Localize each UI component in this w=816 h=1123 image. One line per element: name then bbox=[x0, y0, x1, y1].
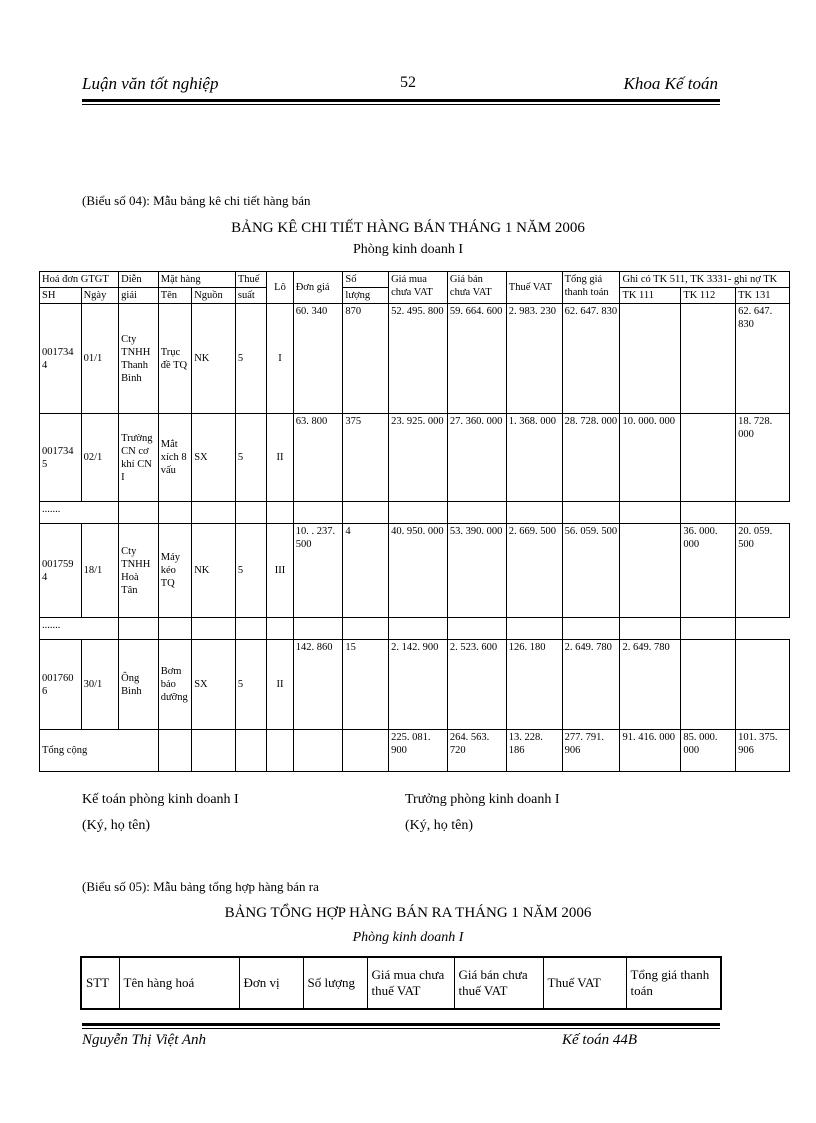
cell-sh: 0017606 bbox=[40, 640, 82, 730]
cell-thue: 5 bbox=[235, 414, 266, 502]
cell-tong: 28. 728. 000 bbox=[562, 414, 620, 502]
signature-right-sub: (Ký, họ tên) bbox=[405, 818, 474, 833]
cell-nguon: NK bbox=[192, 524, 236, 618]
cell-thue: 5 bbox=[235, 640, 266, 730]
cell-total-giaban: 264. 563. 720 bbox=[447, 730, 506, 772]
cell-nguon: SX bbox=[192, 414, 236, 502]
table-row bbox=[40, 640, 790, 730]
cell-lo: I bbox=[267, 304, 293, 414]
cell-dongia: 63. 800 bbox=[293, 414, 343, 502]
cell-giaban: 53. 390. 000 bbox=[447, 524, 506, 618]
table-header-row bbox=[40, 272, 790, 288]
cell-sh: 0017594 bbox=[40, 524, 82, 618]
cell-nguon: NK bbox=[192, 304, 236, 414]
cell-tk131: 20. 059. 500 bbox=[736, 524, 790, 618]
th-lo: Lô bbox=[267, 272, 293, 304]
cell-sl: 870 bbox=[343, 304, 389, 414]
cell-total-tong: 277. 791. 906 bbox=[562, 730, 620, 772]
cell-lo: II bbox=[267, 640, 293, 730]
cell-sl: 375 bbox=[343, 414, 389, 502]
cell-vat: 2. 669. 500 bbox=[506, 524, 562, 618]
cell-giaban: 59. 664. 600 bbox=[447, 304, 506, 414]
cell-vat: 126. 180 bbox=[506, 640, 562, 730]
cell-tk131 bbox=[736, 640, 790, 730]
cell-giamua: 2. 142. 900 bbox=[389, 640, 448, 730]
th2-vat: Thuế VAT bbox=[543, 957, 626, 1009]
cell-tk131: 62. 647. 830 bbox=[736, 304, 790, 414]
cell-dien: Trường CN cơ khí CN I bbox=[119, 414, 159, 502]
cell-ten: Mắt xích 8 vấu bbox=[158, 414, 191, 502]
cell-vat: 1. 368. 000 bbox=[506, 414, 562, 502]
footer-rule bbox=[82, 1023, 720, 1026]
cell-tk111: 10. 000. 000 bbox=[620, 414, 681, 502]
cell-ellipsis: ....... bbox=[40, 618, 119, 640]
cell-sh: 0017344 bbox=[40, 304, 82, 414]
th-luong: lượng bbox=[343, 288, 389, 304]
cell-giaban: 2. 523. 600 bbox=[447, 640, 506, 730]
cell-dongia: 10. . 237. 500 bbox=[293, 524, 343, 618]
th-tk111: TK 111 bbox=[620, 288, 681, 304]
cell-tk112: 36. 000. 000 bbox=[681, 524, 736, 618]
signature-left-title: Kế toán phòng kinh doanh I bbox=[82, 792, 239, 807]
cell-ngay: 02/1 bbox=[81, 414, 119, 502]
cell-sh: 0017345 bbox=[40, 414, 82, 502]
footer-rule-thin bbox=[82, 1028, 720, 1029]
th-ghico: Ghi có TK 511, TK 3331- ghi nợ TK bbox=[620, 272, 790, 288]
table-row bbox=[40, 524, 790, 618]
th2-tong: Tổng giá thanh toán bbox=[626, 957, 721, 1009]
th-giai: giải bbox=[119, 288, 159, 304]
signature-left-sub: (Ký, họ tên) bbox=[82, 818, 151, 833]
section2-caption: (Biểu số 05): Mẫu bảng tổng hợp hàng bán ra bbox=[82, 879, 319, 894]
th-giaban: Giá bán chưa VAT bbox=[447, 272, 506, 304]
th-ngay: Ngày bbox=[81, 288, 119, 304]
section1-title: BẢNG KÊ CHI TIẾT HÀNG BÁN THÁNG 1 NĂM 2006 bbox=[231, 220, 585, 236]
th-hoadon: Hoá đơn GTGT bbox=[40, 272, 119, 288]
cell-tk111 bbox=[620, 524, 681, 618]
cell-dien: Ông Bình bbox=[119, 640, 159, 730]
detail-sales-table bbox=[39, 271, 790, 772]
th2-ten: Tên hàng hoá bbox=[119, 957, 239, 1009]
cell-dien: Cty TNHH Hoà Tân bbox=[119, 524, 159, 618]
section2-subtitle: Phòng kinh doanh I bbox=[352, 930, 464, 945]
cell-sl: 15 bbox=[343, 640, 389, 730]
cell-tong: 56. 059. 500 bbox=[562, 524, 620, 618]
th-so: Số bbox=[343, 272, 389, 288]
th2-giamua: Giá mua chưa thuế VAT bbox=[367, 957, 454, 1009]
th-thuevat: Thuế VAT bbox=[506, 272, 562, 304]
header-rule bbox=[82, 99, 720, 102]
cell-tk112 bbox=[681, 640, 736, 730]
th-mathang: Mặt hàng bbox=[158, 272, 235, 288]
th-nguon: Nguồn bbox=[192, 288, 236, 304]
cell-thue: 5 bbox=[235, 304, 266, 414]
cell-ngay: 30/1 bbox=[81, 640, 119, 730]
cell-tk111 bbox=[620, 304, 681, 414]
cell-thue: 5 bbox=[235, 524, 266, 618]
th-sh: SH bbox=[40, 288, 82, 304]
cell-ten: Máy kéo TQ bbox=[158, 524, 191, 618]
cell-tk112 bbox=[681, 304, 736, 414]
th-tonggia: Tổng giá thanh toán bbox=[562, 272, 620, 304]
header-right: Khoa Kế toán bbox=[623, 74, 718, 93]
cell-ngay: 18/1 bbox=[81, 524, 119, 618]
cell-tong: 62. 647. 830 bbox=[562, 304, 620, 414]
summary-sales-table bbox=[80, 956, 722, 1010]
cell-dongia: 60. 340 bbox=[293, 304, 343, 414]
cell-tk131: 18. 728. 000 bbox=[736, 414, 790, 502]
footer-left: Nguyễn Thị Việt Anh bbox=[82, 1032, 207, 1048]
table-row bbox=[40, 414, 790, 502]
th-dien: Diễn bbox=[119, 272, 159, 288]
table-row bbox=[40, 304, 790, 414]
cell-ngay: 01/1 bbox=[81, 304, 119, 414]
th-dongia: Đơn giá bbox=[293, 272, 343, 304]
page-number: 52 bbox=[400, 74, 416, 91]
th-tk131: TK 131 bbox=[736, 288, 790, 304]
cell-vat: 2. 983. 230 bbox=[506, 304, 562, 414]
th-suat: suất bbox=[235, 288, 266, 304]
cell-giamua: 23. 925. 000 bbox=[389, 414, 448, 502]
cell-total-vat: 13. 228. 186 bbox=[506, 730, 562, 772]
cell-nguon: SX bbox=[192, 640, 236, 730]
section1-caption: (Biểu số 04): Mẫu bảng kê chi tiết hàng bán bbox=[82, 193, 311, 208]
th2-soluong: Số lượng bbox=[303, 957, 367, 1009]
th2-giaban: Giá bán chưa thuế VAT bbox=[454, 957, 543, 1009]
th-thue: Thuế bbox=[235, 272, 266, 288]
cell-giamua: 52. 495. 800 bbox=[389, 304, 448, 414]
cell-ten: Bơm bảo dưỡng bbox=[158, 640, 191, 730]
th-giamua: Giá mua chưa VAT bbox=[389, 272, 448, 304]
cell-dongia: 142. 860 bbox=[293, 640, 343, 730]
cell-total-giamua: 225. 081. 900 bbox=[389, 730, 448, 772]
cell-total-tk131: 101. 375. 906 bbox=[736, 730, 790, 772]
cell-tk111: 2. 649. 780 bbox=[620, 640, 681, 730]
cell-ellipsis: ....... bbox=[40, 502, 119, 524]
cell-tk112 bbox=[681, 414, 736, 502]
table-row-ellipsis bbox=[40, 618, 790, 640]
cell-giaban: 27. 360. 000 bbox=[447, 414, 506, 502]
th-tk112: TK 112 bbox=[681, 288, 736, 304]
footer-right: Kế toán 44B bbox=[562, 1032, 637, 1048]
th-ten: Tên bbox=[158, 288, 191, 304]
cell-dien: Cty TNHH Thanh Bình bbox=[119, 304, 159, 414]
th2-stt: STT bbox=[81, 957, 119, 1009]
cell-total-label: Tổng cộng bbox=[40, 730, 159, 772]
table-total-row bbox=[40, 730, 790, 772]
cell-total-tk111: 91. 416. 000 bbox=[620, 730, 681, 772]
cell-total-tk112: 85. 000. 000 bbox=[681, 730, 736, 772]
summary-header-row bbox=[81, 957, 721, 1009]
cell-lo: III bbox=[267, 524, 293, 618]
th2-donvi: Đơn vị bbox=[239, 957, 303, 1009]
cell-ten: Trục đề TQ bbox=[158, 304, 191, 414]
header-rule-thin bbox=[82, 104, 720, 105]
cell-tong: 2. 649. 780 bbox=[562, 640, 620, 730]
table-row-ellipsis bbox=[40, 502, 790, 524]
cell-lo: II bbox=[267, 414, 293, 502]
signature-right-title: Trưởng phòng kinh doanh I bbox=[405, 792, 560, 807]
section2-title: BẢNG TỔNG HỢP HÀNG BÁN RA THÁNG 1 NĂM 2006 bbox=[224, 905, 592, 921]
section1-subtitle: Phòng kinh doanh I bbox=[352, 242, 464, 257]
cell-sl: 4 bbox=[343, 524, 389, 618]
header-left: Luận văn tốt nghiệp bbox=[82, 74, 219, 93]
cell-giamua: 40. 950. 000 bbox=[389, 524, 448, 618]
